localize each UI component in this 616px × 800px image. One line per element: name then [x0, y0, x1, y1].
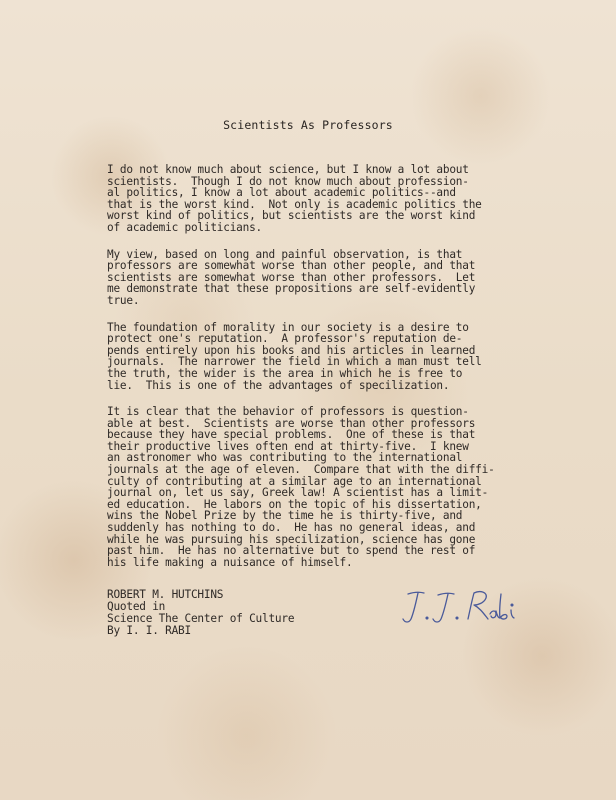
attribution-quoted-in: Quoted in [107, 600, 166, 613]
text-line: The foundation of morality in our society is a desire to [107, 320, 469, 334]
text-line: culty of contributing at a similar age to an international [107, 474, 482, 488]
paragraph [107, 322, 562, 392]
attribution-source-title: Science The Center of Culture [107, 612, 295, 625]
text-line: his life making a nuisance of himself. [107, 555, 353, 569]
text-line: It is clear that the behavior of professors is question- [107, 405, 469, 419]
text-line: past him. He has no alternative but to spend the rest of [107, 544, 476, 558]
text-line: their productive lives often end at thirty-five. I knew [107, 439, 469, 453]
text-line: wins the Nobel Prize by the time he is thirty-five, and [107, 509, 463, 523]
text-line: I do not know much about science, but I know a lot about [107, 163, 469, 176]
text-line: of academic politicians. [107, 220, 263, 234]
text-line: al politics, I know a lot about academic politics--and [107, 186, 456, 200]
text-line: suddenly has nothing to do. He has no general ideas, and [107, 521, 476, 535]
text-line: protect one's reputation. A professor's reputation de- [107, 332, 463, 346]
text-line: because they have special problems. One of these is that [107, 428, 476, 442]
attribution-block [107, 589, 294, 637]
handwritten-signature [394, 586, 524, 628]
text-line: lie. This is one of the advantages of specilization. [107, 378, 450, 392]
paragraph [107, 164, 562, 234]
text-line: me demonstrate that these propositions are self-evidently [107, 282, 476, 296]
attribution-by: By I. I. RABI [107, 624, 191, 637]
attribution-author: ROBERT M. HUTCHINS [107, 588, 224, 601]
document-title: Scientists As Professors [223, 118, 393, 132]
text-line: journals. The narrower the field in which a man must tell [107, 355, 482, 369]
document-body [107, 164, 562, 583]
text-line: scientists are somewhat worse than other professors. Let [107, 270, 476, 284]
text-line: true. [107, 293, 140, 307]
text-line: journals at the age of eleven. Compare that with the diffi- [107, 463, 495, 477]
text-line: ed education. He labors on the topic of his dissertation, [107, 497, 482, 511]
paragraph [107, 249, 562, 307]
text-line: scientists. Though I do not know much about profession- [107, 174, 469, 188]
text-line: while he was pursuing his specilization, science has gone [107, 532, 476, 546]
text-line: professors are somewhat worse than other people, and that [107, 259, 476, 273]
text-line: pends entirely upon his books and his articles in learned [107, 343, 476, 357]
text-line: able at best. Scientists are worse than other professors [107, 416, 476, 430]
text-line: My view, based on long and painful observation, is that [107, 247, 463, 261]
text-line: worst kind of politics, but scientists are the worst kind [107, 209, 476, 223]
text-line: that is the worst kind. Not only is academic politics the [107, 197, 482, 211]
paragraph [107, 406, 562, 568]
text-line: journal on, let us say, Greek law! A scientist has a limit- [107, 486, 489, 500]
text-line: the truth, the wider is the area in which he is free to [107, 366, 463, 380]
text-line: an astronomer who was contributing to the international [107, 451, 463, 465]
